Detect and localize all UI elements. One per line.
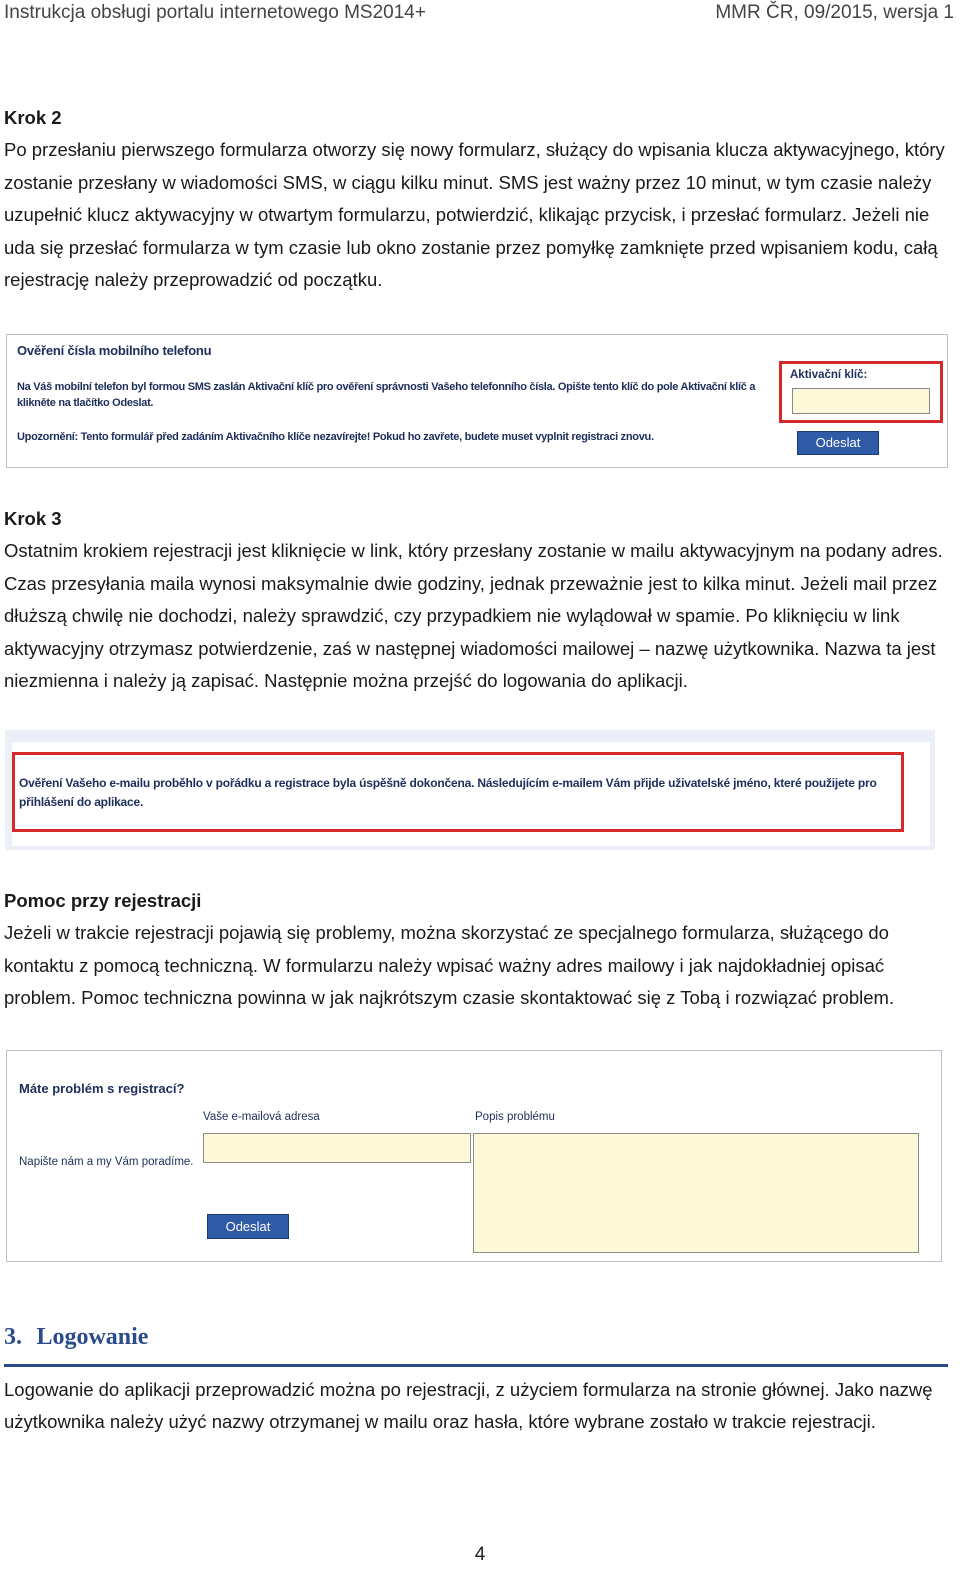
activation-key-highlight xyxy=(779,361,943,423)
pomoc-body: Jeżeli w trakcie rejestracji pojawią się problemy, można skorzystać ze specjalnego formularza, służącego do kontaktu z pomocą techniczną. W formularzu należy wpisać ważny adres mailowy i jak najdokładniej opisać problem. Pomoc techniczna powinna w jak najkrótszym czasie skontaktować się z Tobą i rozwiązać problem. xyxy=(4,922,895,1009)
logowanie-body: Logowanie do aplikacji przeprowadzić można po rejestracji, z użyciem formularza na stronie głównej. Jako nazwę użytkownika należy użyć nazwy otrzymanej w mailu oraz hasła, które wybrane zostało w trakcie rejestracji. xyxy=(4,1379,933,1433)
help-form-title: Máte problém s registrací? xyxy=(19,1081,185,1096)
help-form-screenshot xyxy=(6,1050,942,1262)
sms-verification-warning: Upozornění: Tento formulář před zadáním Aktivačního klíče nezavírejte! Pokud ho zavřete, budete muset vyplnit registraci znovu. xyxy=(17,431,654,443)
section-krok2 xyxy=(4,102,952,296)
help-send-button[interactable]: Odeslat xyxy=(207,1214,289,1239)
header-version: MMR ČR, 09/2015, wersja 1 xyxy=(715,2,954,23)
sms-verification-screenshot xyxy=(6,334,948,468)
sms-verification-message: Na Váš mobilní telefon byl formou SMS zaslán Aktivační klíč pro ověření správnosti Vašeho telefonního čísla. Opište tento klíč do pole Aktivační klíč a klikněte na tlačítko Odeslat. xyxy=(17,381,756,409)
krok3-body: Ostatnim krokiem rejestracji jest kliknięcie w link, który przesłany zostanie w mailu aktywacyjnym na podany adres. Czas przesyłania maila wynosi maksymalnie dwie godziny, jednak przeważnie jest to kilka minut. Jeżeli mail przez dłuższą chwilę nie dochodzi, należy sprawdzić, czy przypadkiem nie wylądował w spamie. Po kliknięciu w link aktywacyjny otrzymasz potwierdzenie, zaś w następnej wiadomości mailowej – nazwę użytkownika. Nazwa ta jest niezmienna i należy ją zapisać. Następnie można przejść do logowania do aplikacji. xyxy=(4,540,943,692)
section-3-number: 3. xyxy=(4,1324,22,1350)
page-number: 4 xyxy=(474,1544,486,1565)
section-krok3 xyxy=(4,503,952,697)
krok2-heading: Krok 2 xyxy=(4,107,62,128)
activation-key-label: Aktivační klíč: xyxy=(790,369,868,381)
email-confirmation-screenshot xyxy=(5,730,935,850)
description-field-label: Popis problému xyxy=(475,1111,555,1123)
section-pomoc xyxy=(4,885,952,1015)
send-button[interactable]: Odeslat xyxy=(797,431,879,455)
pomoc-heading: Pomoc przy rejestracji xyxy=(4,890,202,911)
krok3-heading: Krok 3 xyxy=(4,508,62,529)
sms-verification-title: Ověření čísla mobilního telefonu xyxy=(17,343,212,358)
description-field[interactable] xyxy=(473,1133,919,1253)
logowanie-text xyxy=(4,1374,952,1439)
help-form-note: Napište nám a my Vám poradíme. xyxy=(19,1156,194,1168)
email-field[interactable] xyxy=(203,1133,471,1163)
krok2-body: Po przesłaniu pierwszego formularza otworzy się nowy formularz, służący do wpisania klucza aktywacyjnego, który zostanie przesłany w wiadomości SMS, w ciągu kilku minut. SMS jest ważny przez 10 minut, w tym czasie należy uzupełnić klucz aktywacyjny w otwartym formularzu, potwierdzić, klikając przycisk, i przesłać formularz. Jeżeli nie uda się przesłać formularza w tym czasie lub okno zostanie przez pomyłkę zamknięte przed wpisaniem kodu, całą rejestrację należy przeprowadzić od początku. xyxy=(4,139,945,291)
header-document-title: Instrukcja obsługi portalu internetowego MS2014+ xyxy=(4,2,426,23)
page-header xyxy=(0,0,960,40)
email-field-label: Vaše e-mailová adresa xyxy=(203,1111,320,1123)
confirmation-message: Ověření Vašeho e-mailu proběhlo v pořádku a registrace byla úspěšně dokončena. Následujícím e-mailem Vám přijde uživatelské jméno, které použijete pro přihlášení do aplikace. xyxy=(19,776,877,809)
activation-key-input[interactable] xyxy=(792,388,930,414)
section-3-title: Logowanie xyxy=(36,1324,149,1350)
section-3-rule xyxy=(4,1364,948,1367)
section-3-heading xyxy=(4,1324,948,1351)
section-logowanie xyxy=(4,1324,948,1351)
